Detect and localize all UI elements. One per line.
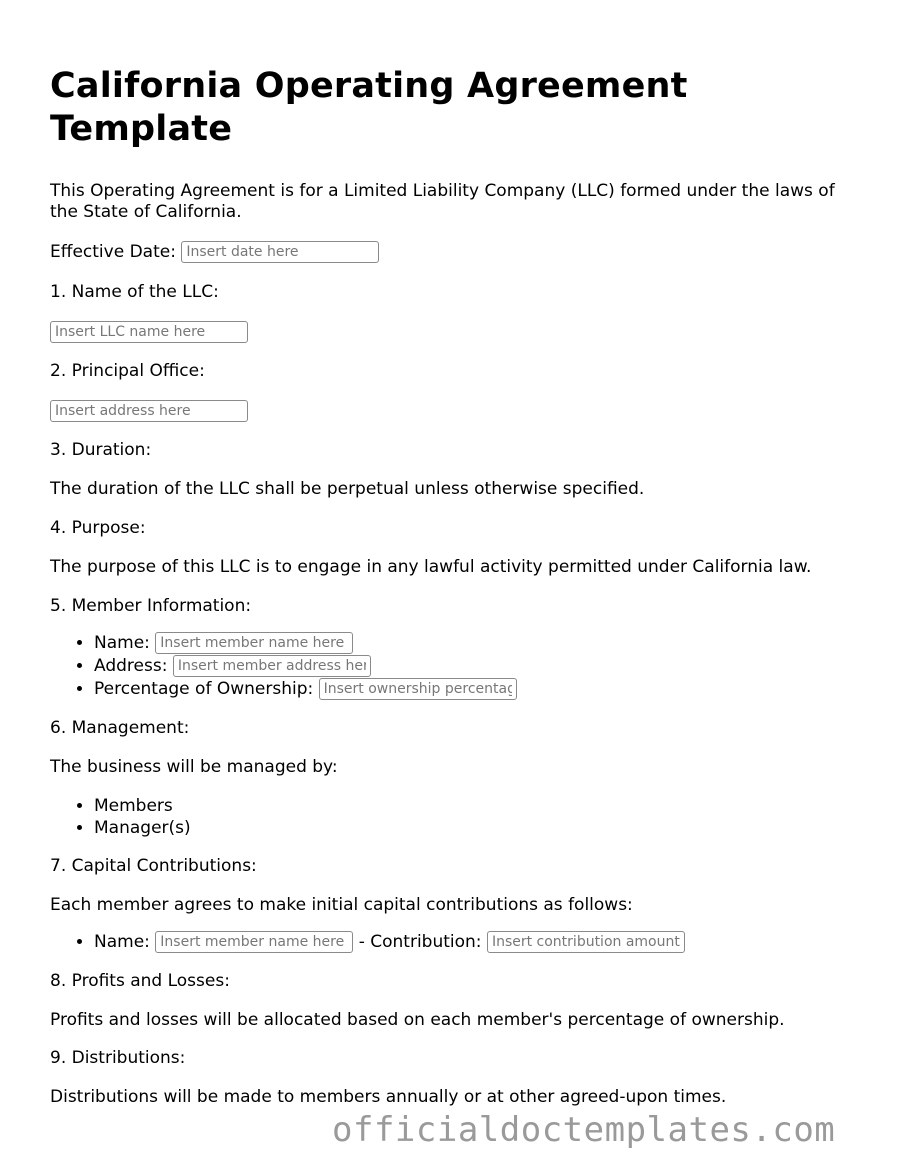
- duration-text: The duration of the LLC shall be perpetual unless otherwise specified.: [50, 479, 645, 499]
- contribution-label: - Contribution:: [358, 932, 482, 952]
- management-options-list: [50, 795, 860, 839]
- member-address-label: Address:: [94, 656, 168, 676]
- llc-name-input[interactable]: [50, 321, 248, 343]
- distributions-text: Distributions will be made to members annually or at other agreed-upon times.: [50, 1087, 727, 1107]
- ownership-percentage-input[interactable]: [319, 678, 517, 700]
- llc-name-row: [50, 321, 860, 343]
- section-heading-name: 1. Name of the LLC:: [50, 282, 219, 302]
- principal-office-input[interactable]: [50, 400, 248, 422]
- capital-contributions-list: [50, 931, 860, 954]
- list-item: [94, 655, 860, 678]
- ownership-percentage-label: Percentage of Ownership:: [94, 679, 314, 699]
- section-heading-purpose: 4. Purpose:: [50, 518, 146, 538]
- contribution-member-name-input[interactable]: [155, 931, 353, 953]
- contribution-name-label: Name:: [94, 932, 150, 952]
- member-address-input[interactable]: [173, 655, 371, 677]
- section-heading-members: 5. Member Information:: [50, 596, 252, 616]
- effective-date-input[interactable]: [181, 241, 379, 263]
- effective-date-row: [50, 241, 860, 263]
- contribution-amount-input[interactable]: [487, 931, 685, 953]
- section-heading-profits: 8. Profits and Losses:: [50, 971, 230, 991]
- purpose-text: The purpose of this LLC is to engage in any lawful activity permitted under California law.: [50, 557, 812, 577]
- section-heading-duration: 3. Duration:: [50, 440, 152, 460]
- member-info-list: [50, 632, 860, 701]
- list-item: [94, 632, 860, 655]
- member-name-label: Name:: [94, 633, 150, 653]
- document-page: [50, 0, 860, 1108]
- principal-office-row: [50, 400, 860, 422]
- management-option-managers: • Manager(s): [94, 817, 860, 839]
- intro-text: This Operating Agreement is for a Limited Liability Company (LLC) formed under the laws of the State of California.: [50, 181, 835, 222]
- profits-text: Profits and losses will be allocated based on each member's percentage of ownership.: [50, 1010, 785, 1030]
- section-heading-capital: 7. Capital Contributions:: [50, 856, 257, 876]
- watermark: officialdoctemplates.com: [332, 1110, 836, 1150]
- section-heading-office: 2. Principal Office:: [50, 361, 205, 381]
- member-name-input[interactable]: [155, 632, 353, 654]
- capital-text: Each member agrees to make initial capital contributions as follows:: [50, 895, 633, 915]
- list-item: [94, 931, 860, 954]
- list-item: [94, 678, 860, 701]
- management-option-members: • Members: [94, 795, 860, 817]
- effective-date-label: Effective Date:: [50, 242, 176, 262]
- section-heading-distributions: 9. Distributions:: [50, 1048, 186, 1068]
- page-title: California Operating Agreement Template: [50, 66, 688, 149]
- section-heading-management: 6. Management:: [50, 718, 190, 738]
- management-text: The business will be managed by:: [50, 757, 338, 777]
